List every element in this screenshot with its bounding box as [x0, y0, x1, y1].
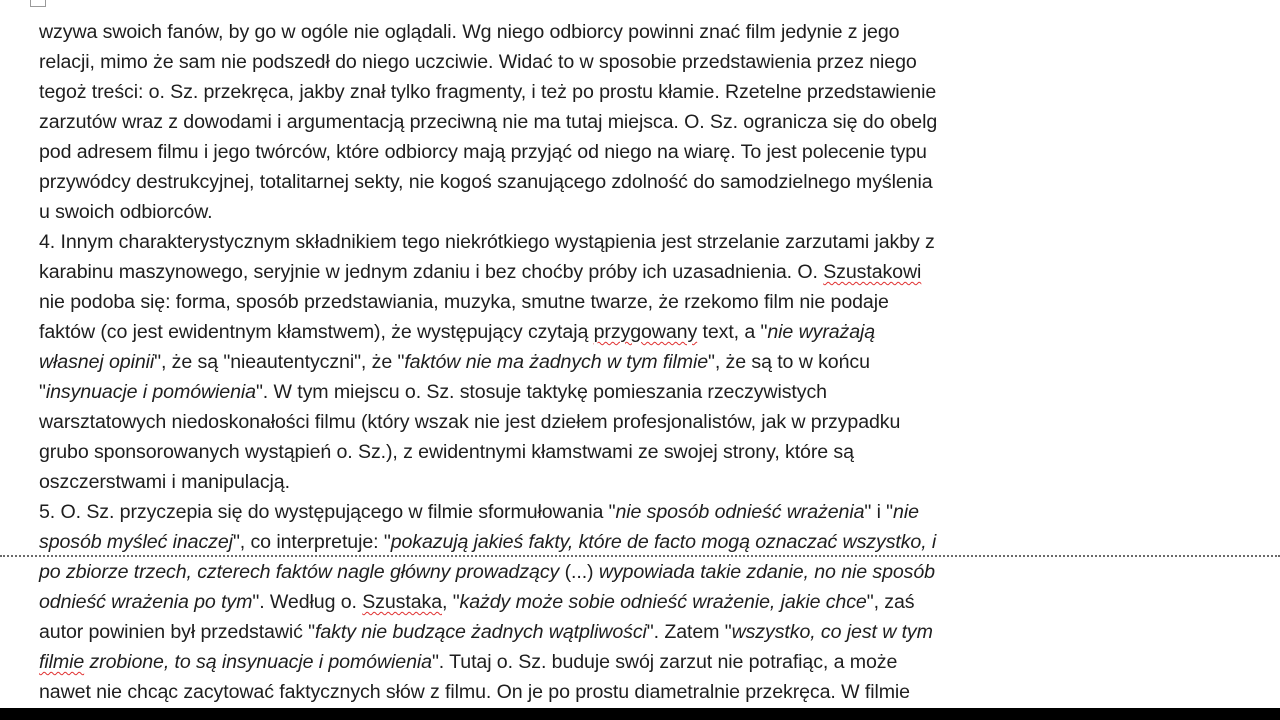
italic-quote: nie wyrażają	[767, 321, 876, 343]
text-line	[39, 647, 1199, 677]
text-boundary-marker	[30, 0, 46, 7]
text-line: tegoż treści: o. Sz. przekręca, jakby znał tylko fragmenty, i też po prostu kłamie. Rzetelne przedstawienie	[39, 81, 937, 103]
text-line: 4. Innym charakterystycznym składnikiem tego niekrótkiego wystąpienia jest strzelanie zarzutami jakby z	[39, 231, 935, 253]
text-line: u swoich odbiorców.	[39, 201, 213, 223]
misspelled-word: Szustakowi	[823, 261, 922, 283]
text-run: ", że są to w końcu	[708, 351, 870, 373]
text-line: pod adresem filmu i jego twórców, które odbiorcy mają przyjąć od niego na wiarę. To jest polecenie typu	[39, 141, 927, 163]
text-line	[39, 617, 1199, 647]
italic-quote: fakty nie budzące żadnych wątpliwości	[315, 621, 647, 643]
text-run: faktów (co jest ewidentnym kłamstwem), że występujący czytają	[39, 321, 594, 343]
text-line: przywódcy destrukcyjnej, totalitarnej sekty, nie kogoś szanującego zdolność do samodzielnego myślenia	[39, 171, 933, 193]
text-run: , "	[442, 591, 460, 613]
italic-quote: każdy może sobie odnieść wrażenie, jakie chce	[459, 591, 867, 613]
text-run: karabinu maszynowego, seryjnie w jednym zdaniu i bez choćby próby ich uzasadnienia. O.	[39, 261, 824, 283]
misspelled-word: przygowany	[593, 321, 698, 343]
text-run: " i "	[864, 501, 894, 523]
text-run: (...)	[559, 561, 599, 583]
italic-quote: wszystko, co jest w tym	[731, 621, 933, 643]
text-line: nawet nie chcąc zacytować faktycznych słów z filmu. On je po prostu diametralnie przekręca. W filmie	[39, 681, 910, 703]
misspelled-word: Szustaka	[362, 591, 442, 613]
italic-quote: nie sposób odnieść wrażenia	[615, 501, 865, 523]
text-run: ". Zatem "	[646, 621, 732, 643]
italic-quote: pokazują jakieś fakty, które de facto mogą oznaczać wszystko, i	[390, 531, 937, 553]
italic-quote: wypowiada takie zdanie, no nie sposób	[598, 561, 935, 583]
text-line: warsztatowych niedoskonałości filmu (który wszak nie jest dziełem profesjonalistów, jak w przypadku	[39, 411, 901, 433]
italic-quote: nie	[893, 501, 919, 523]
text-run: ", że są "nieautentyczni", że "	[154, 351, 405, 373]
text-line: nie podoba się: forma, sposób przedstawiania, muzyka, smutne twarze, że rzekomo film nie podaje	[39, 291, 889, 313]
text-run: ", co interpretuje: "	[232, 531, 391, 553]
italic-quote: własnej opinii	[39, 351, 155, 373]
text-run: "	[39, 381, 46, 403]
italic-quote: faktów nie ma żadnych w tym filmie	[404, 351, 708, 373]
text-line: oszczerstwami i manipulacją.	[39, 471, 290, 493]
text-run: 5. O. Sz. przyczepia się do występującego w filmie sformułowania "	[39, 501, 616, 523]
text-line	[39, 587, 1199, 617]
text-line	[39, 377, 1199, 407]
italic-quote: zrobione, to są insynuacje i pomówienia	[84, 651, 432, 673]
italic-quote: sposób myśleć inaczej	[39, 531, 233, 553]
text-line	[39, 317, 1199, 347]
page-break-line	[0, 555, 1280, 557]
text-line: zarzutów wraz z dowodami i argumentacją przeciwną nie ma tutaj miejsca. O. Sz. ogranicza się do obelg	[39, 111, 938, 133]
italic-quote: po zbiorze trzech, czterech faktów nagle główny prowadzący	[39, 561, 560, 583]
text-run: autor powinien był przedstawić "	[39, 621, 316, 643]
text-run: ". Tutaj o. Sz. buduje swój zarzut nie potrafiąc, a może	[431, 651, 898, 673]
bottom-letterbox-bar	[0, 708, 1280, 720]
text-run: ". Według o.	[252, 591, 363, 613]
text-line	[39, 527, 1199, 557]
text-run: text, a "	[697, 321, 768, 343]
text-line	[39, 557, 1199, 587]
text-line: wzywa swoich fanów, by go w ogóle nie oglądali. Wg niego odbiorcy powinni znać film jedynie z jego	[39, 21, 900, 43]
misspelled-word: filmie	[39, 651, 85, 673]
text-line	[39, 497, 1199, 527]
text-line: grubo sponsorowanych wystąpień o. Sz.), z ewidentnymi kłamstwami ze swojej strony, które są	[39, 441, 854, 463]
document-text	[39, 17, 1199, 707]
text-run: ", zaś	[866, 591, 915, 613]
text-line	[39, 347, 1199, 377]
text-line	[39, 257, 1199, 287]
italic-quote: odnieść wrażenia po tym	[39, 591, 253, 613]
text-run: ". W tym miejscu o. Sz. stosuje taktykę pomieszania rzeczywistych	[255, 381, 827, 403]
text-line: relacji, mimo że sam nie podszedł do niego uczciwie. Widać to w sposobie przedstawienia przez niego	[39, 51, 917, 73]
italic-quote: insynuacje i pomówienia	[45, 381, 256, 403]
